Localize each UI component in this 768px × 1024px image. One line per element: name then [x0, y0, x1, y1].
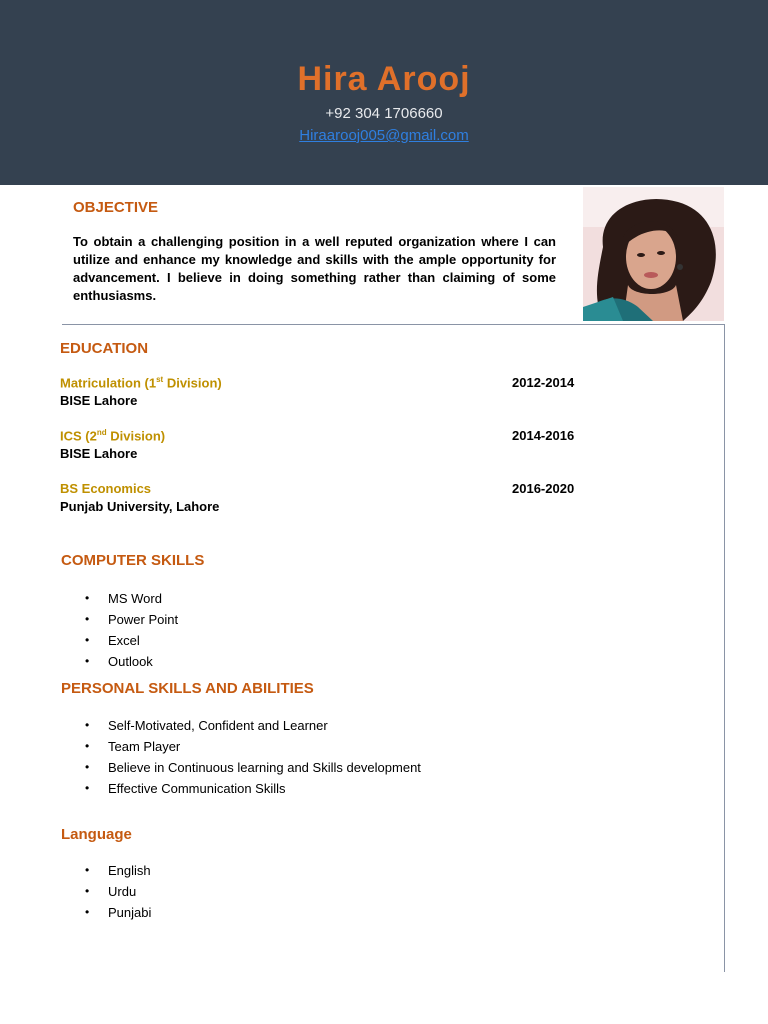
- list-item: • Punjabi: [85, 902, 151, 923]
- list-item: • Excel: [85, 630, 178, 651]
- bullet-icon: •: [85, 591, 90, 605]
- computer-skills-list: [85, 588, 178, 672]
- bullet-icon: •: [85, 612, 90, 626]
- bullet-icon: •: [85, 884, 90, 898]
- education-years: 2014-2016: [512, 428, 575, 443]
- language-title: Language: [61, 826, 132, 843]
- bullet-icon: •: [85, 760, 90, 774]
- objective-text: To obtain a challenging position in a well reputed organization where I can utilize and enhance my knowledge and skills with the ample opportunity for advancement. I believe in doing something rather than claiming of some enthusiasms.: [73, 234, 556, 303]
- profile-photo-image: [583, 187, 724, 321]
- list-item: • Urdu: [85, 881, 151, 902]
- education-institution: BISE Lahore: [60, 446, 138, 461]
- education-institution: Punjab University, Lahore: [60, 499, 220, 514]
- list-item: • Self-Motivated, Confident and Learner: [85, 715, 421, 736]
- bullet-icon: •: [85, 863, 90, 877]
- list-item: • Effective Communication Skills: [85, 778, 421, 799]
- education-years: 2016-2020: [512, 481, 575, 496]
- language-list: [85, 860, 151, 923]
- candidate-name: Hira Arooj: [297, 60, 471, 98]
- phone-number: +92 304 1706660: [325, 105, 443, 122]
- bullet-icon: •: [85, 718, 90, 732]
- list-item: • Team Player: [85, 736, 421, 757]
- bullet-icon: •: [85, 905, 90, 919]
- bullet-icon: •: [85, 739, 90, 753]
- education-degree: Matriculation (1st Division): [60, 375, 222, 391]
- computer-skills-title: COMPUTER SKILLS: [61, 552, 205, 569]
- objective-title: OBJECTIVE: [73, 199, 159, 216]
- bullet-icon: •: [85, 633, 90, 647]
- section-divider-horizontal: [62, 324, 725, 325]
- personal-skills-title: PERSONAL SKILLS AND ABILITIES: [61, 680, 314, 697]
- education-degree: ICS (2nd Division): [60, 428, 166, 444]
- resume-header: [0, 0, 768, 185]
- email-link[interactable]: Hiraarooj005@gmail.com: [299, 127, 469, 144]
- education-title: EDUCATION: [60, 340, 149, 357]
- education-institution: BISE Lahore: [60, 393, 138, 408]
- list-item: • English: [85, 860, 151, 881]
- section-divider-vertical: [724, 324, 725, 972]
- personal-skills-list: [85, 715, 421, 799]
- list-item: • Power Point: [85, 609, 178, 630]
- list-item: • Believe in Continuous learning and Skills development: [85, 757, 421, 778]
- bullet-icon: •: [85, 781, 90, 795]
- list-item: • Outlook: [85, 651, 178, 672]
- education-degree: BS Economics: [60, 481, 152, 496]
- bullet-icon: •: [85, 654, 90, 668]
- list-item: • MS Word: [85, 588, 178, 609]
- education-years: 2012-2014: [512, 375, 575, 390]
- profile-photo: [583, 187, 724, 321]
